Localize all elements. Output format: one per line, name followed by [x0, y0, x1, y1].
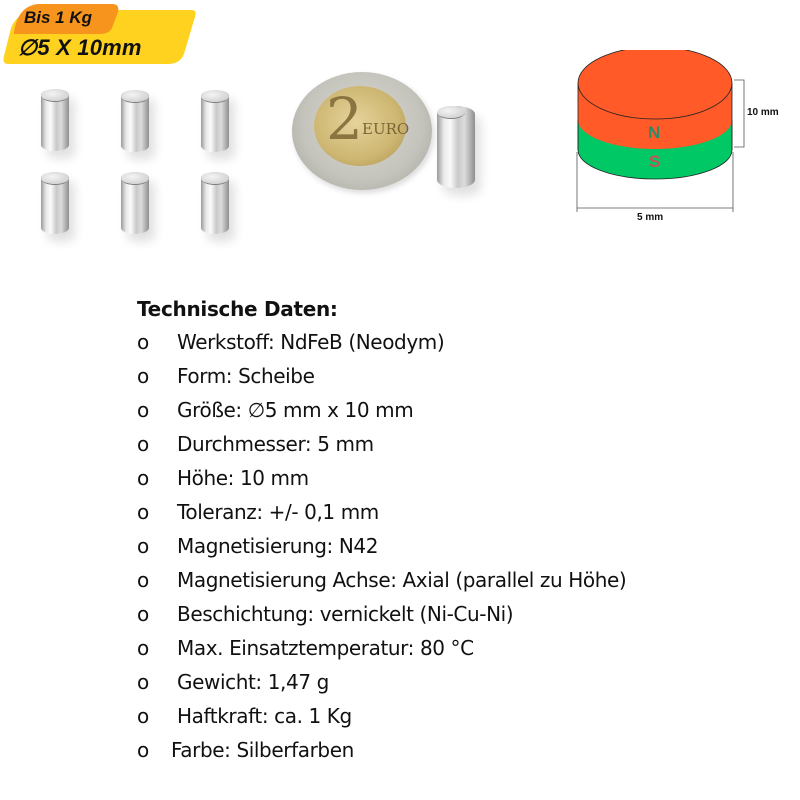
magnet-cylinder	[41, 172, 69, 234]
spec-coating: Beschichtung: vernickelt (Ni-Cu-Ni)	[177, 602, 514, 626]
spec-item	[137, 393, 414, 427]
magnet-cylinder	[121, 90, 149, 152]
bullet-icon: o	[137, 568, 149, 592]
spec-diameter: Durchmesser: 5 mm	[177, 432, 374, 456]
spec-item	[137, 427, 374, 461]
spec-item	[137, 563, 627, 597]
spec-height: Höhe: 10 mm	[177, 466, 309, 490]
bullet-icon: o	[137, 704, 149, 728]
spec-item	[137, 461, 338, 495]
spec-weight: Gewicht: 1,47 g	[177, 670, 329, 694]
spec-tolerance: Toleranz: +/- 0,1 mm	[177, 500, 379, 524]
magnet-cylinder-large	[437, 106, 475, 188]
spec-holding-force: Haftkraft: ca. 1 Kg	[177, 704, 352, 728]
magnet-dimension-diagram	[560, 50, 800, 240]
spec-item	[137, 359, 338, 393]
spec-item	[137, 495, 379, 529]
coin-currency: EURO	[362, 120, 410, 138]
spec-item	[137, 699, 352, 733]
bullet-icon: o	[137, 738, 149, 762]
bullet-icon: o	[137, 670, 149, 694]
magnet-cylinder	[201, 172, 229, 234]
spec-item	[137, 665, 338, 699]
spec-item	[137, 733, 354, 767]
bullet-icon: o	[137, 500, 149, 524]
spec-material: Werkstoff: NdFeB (Neodym)	[177, 330, 445, 354]
spec-magnetization: Magnetisierung: N42	[177, 534, 379, 558]
spec-color: Farbe: Silberfarben	[171, 738, 354, 762]
diameter-dimension-label: 5 mm	[637, 212, 664, 223]
magnet-cylinder	[201, 90, 229, 152]
spec-shape: Form: Scheibe	[177, 364, 315, 388]
bullet-icon: o	[137, 636, 149, 660]
magnet-disc-illustration	[560, 50, 800, 240]
bullet-icon: o	[137, 602, 149, 626]
spec-max-temperature: Max. Einsatztemperatur: 80 °C	[177, 636, 474, 660]
bullet-icon: o	[137, 330, 149, 354]
badge-weight-label: Bis 1 Kg	[24, 8, 93, 27]
coin-value: 2	[326, 85, 363, 153]
spec-size: Größe: ∅5 mm x 10 mm	[177, 398, 414, 422]
bullet-icon: o	[137, 364, 149, 388]
coin-center	[314, 85, 410, 166]
specs-title: Technische Daten:	[137, 297, 338, 321]
badge-size-label: ∅5 X 10mm	[18, 35, 142, 60]
bullet-icon: o	[137, 534, 149, 558]
bullet-icon: o	[137, 398, 149, 422]
bullet-icon: o	[137, 466, 149, 490]
spec-item	[137, 325, 445, 359]
size-badge	[0, 0, 200, 70]
spec-item	[137, 631, 474, 665]
magnet-cylinder	[41, 89, 69, 151]
technical-specs	[137, 293, 627, 767]
bullet-icon: o	[137, 432, 149, 456]
height-dimension-label: 10 mm	[747, 107, 779, 118]
two-euro-coin	[292, 72, 432, 190]
south-pole-label: S	[649, 152, 661, 171]
spec-magnetization-axis: Magnetisierung Achse: Axial (parallel zu Höhe)	[177, 568, 627, 592]
spec-item	[137, 597, 514, 631]
spec-item	[137, 529, 379, 563]
magnet-cylinder	[121, 172, 149, 234]
north-pole-label: N	[648, 123, 661, 142]
